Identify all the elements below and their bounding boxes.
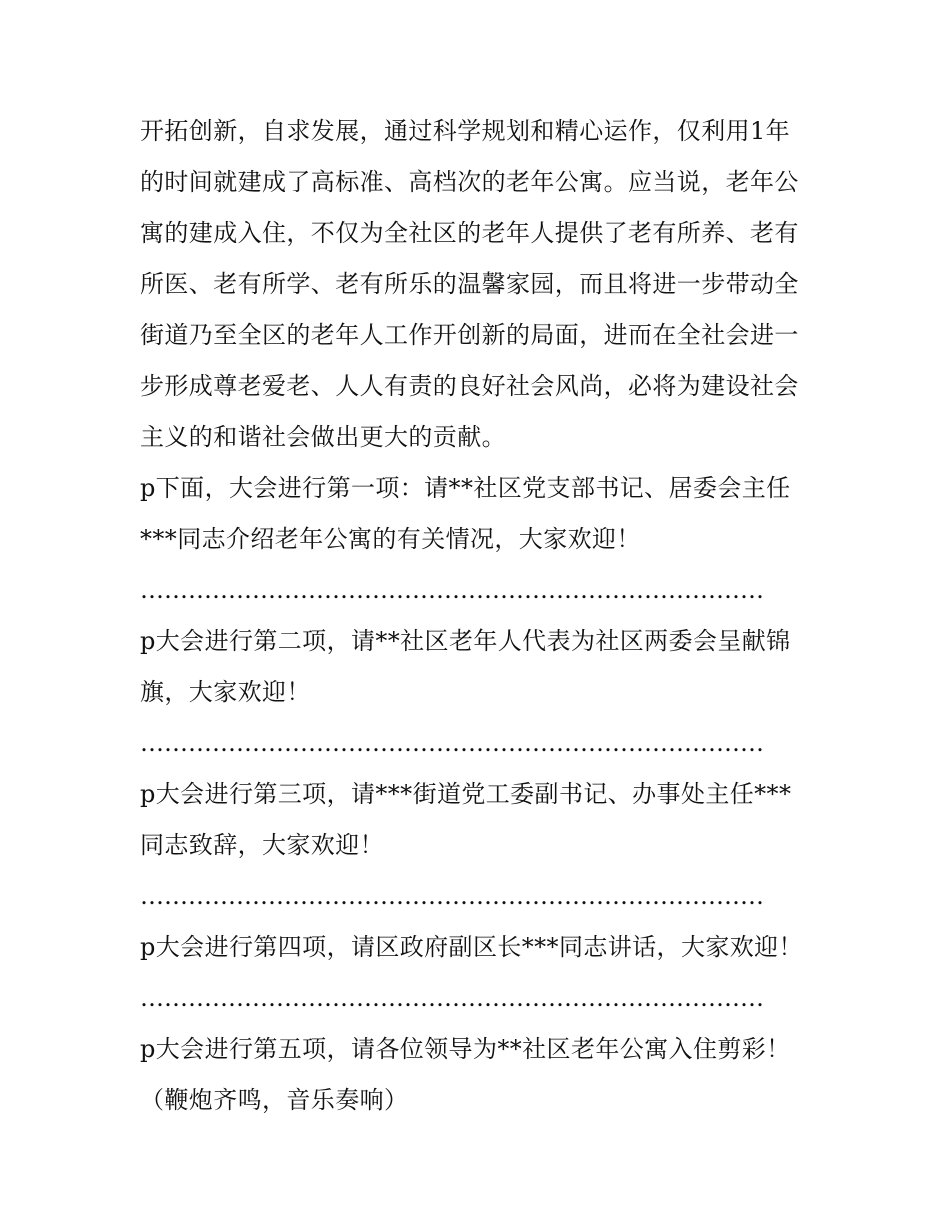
dotted-separator: …………………………………………………………………… [140,576,764,604]
paragraph-item-1: p下面，大会进行第一项：请**社区党支部书记、居委会主任 ***同志介绍老年公寓的有关情况，大家欢迎！ [140,474,791,553]
paragraph-item-3: p大会进行第三项，请***街道党工委副书记、办事处主任*** 同志致辞，大家欢迎！ [140,780,792,859]
dotted-separator: …………………………………………………………………… [140,729,764,757]
document-body [140,106,812,1126]
paragraph-item-4: p大会进行第四项，请区政府副区长***同志讲话，大家欢迎！ [140,933,803,961]
paragraph-item-2: p大会进行第二项，请**社区老年人代表为社区两委会呈献锦 旗，大家欢迎！ [140,627,791,706]
paragraph-item-5: p大会进行第五项，请各位领导为**社区老年公寓入住剪彩！ （鞭炮齐鸣，音乐奏响） [140,1035,791,1114]
dotted-separator: …………………………………………………………………… [140,882,764,910]
paragraph-intro: 开拓创新，自求发展，通过科学规划和精心运作，仅利用1年 的时间就建成了高标准、高档次的老年公寓。应当说，老年公 寓的建成入住，不仅为全社区的老年人提供了老有所养、老有 所医、老有所学、老有所乐的温馨家园，而且将进一步带动全 街道乃至全区的老年人工作开创新的局面，进而在全社会进一 步形成尊老爱老、人人有责的良好社会风尚，必将为建设社会 主义的和谐社会做出更大的贡献。 [140,117,799,451]
dotted-separator: …………………………………………………………………… [140,984,764,1012]
